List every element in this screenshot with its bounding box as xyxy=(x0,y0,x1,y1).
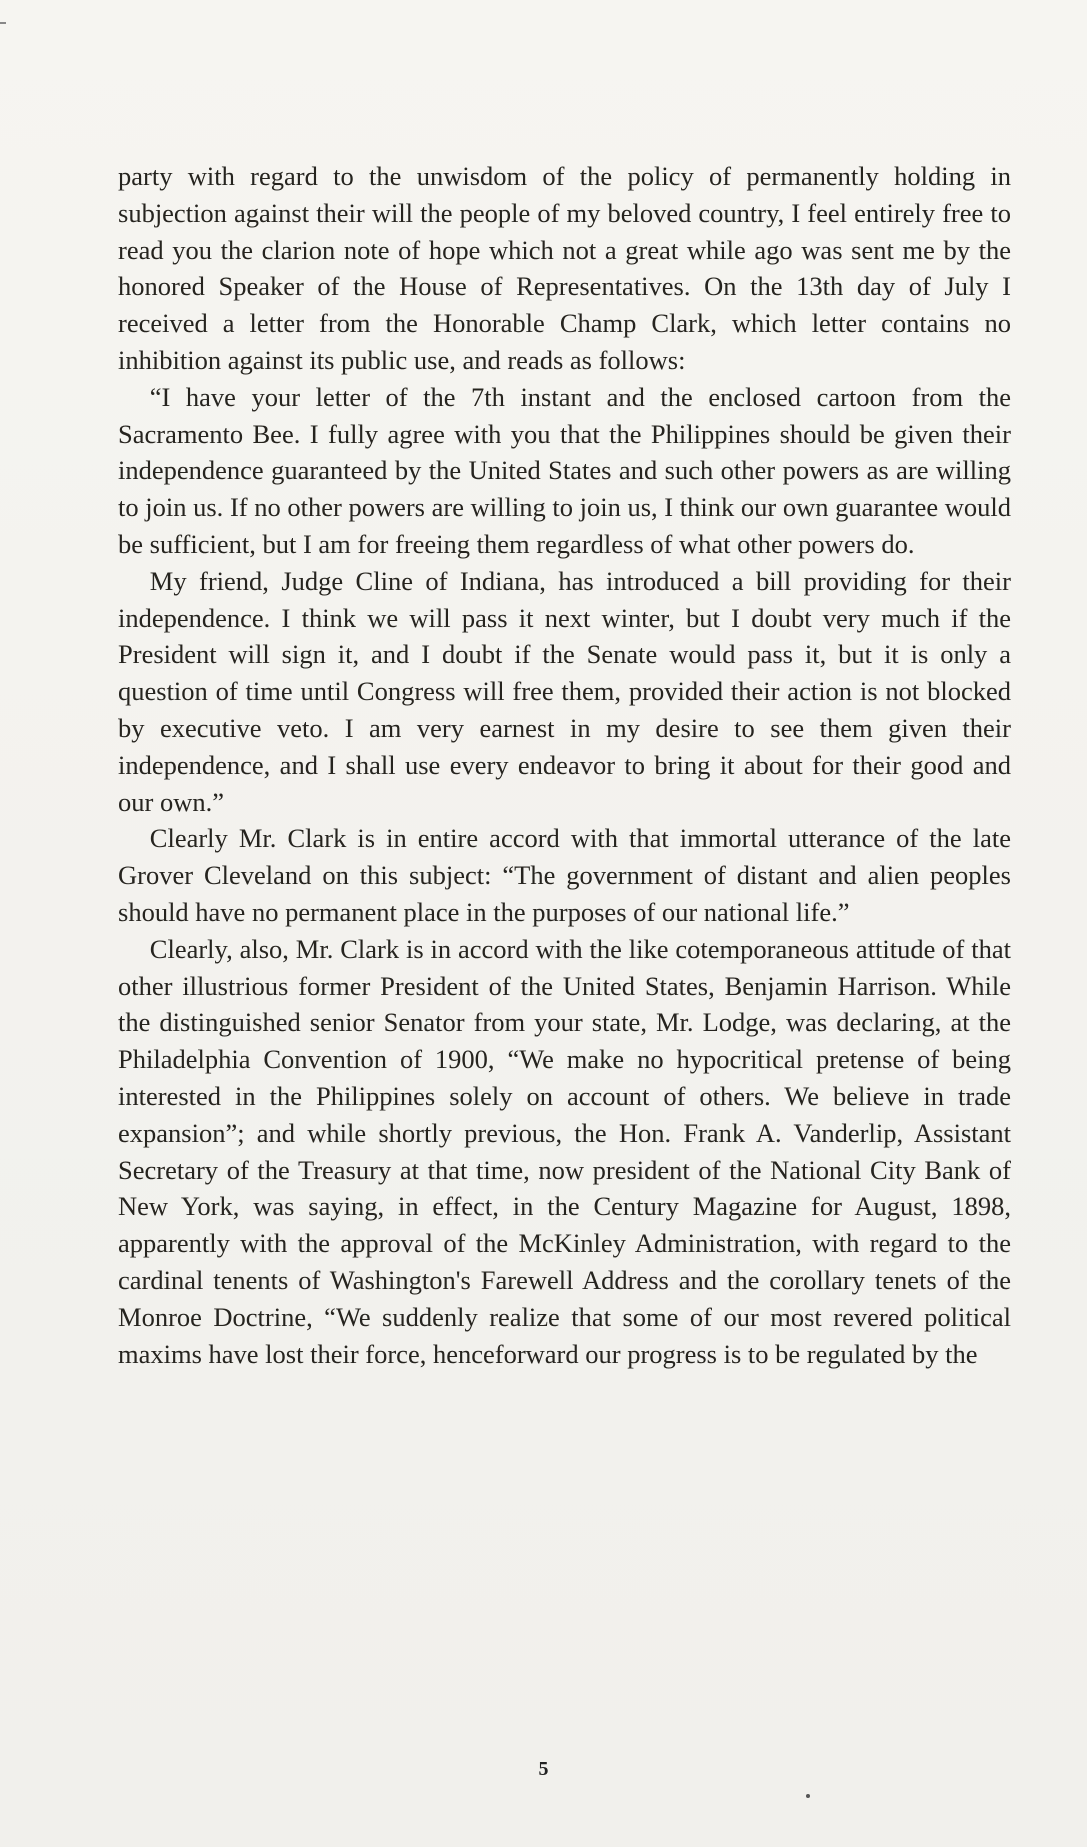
edge-mark xyxy=(0,22,6,24)
page-number: 5 xyxy=(538,1758,549,1780)
paragraph-3: My friend, Judge Cline of Indiana, has introduced a bill providing for their independence. I think we will pass it next winter, but I doubt very much if the President will sign it, and I doubt if the Senate would pass it, but it is only a question of time until Congress will free them, provided their action is not blocked by executive veto. I am very earnest in my desire to see them given their independence, and I shall use every endeavor to bring it about for their good and our own.” xyxy=(118,565,1011,817)
paragraph-4: Clearly Mr. Clark is in entire accord with that immortal utterance of the late Grover Cleveland on this subject: “The government of distant and alien peoples should have no permanent place in the purposes of our national life.” xyxy=(118,823,1011,927)
body-text xyxy=(118,158,1011,1372)
paragraph-5: Clearly, also, Mr. Clark is in accord with the like cotemporaneous attitude of that other illustrious former President of the United States, Benjamin Harrison. While the distinguished senior Senator from your state, Mr. Lodge, was declaring, at the Philadelphia Convention of 1900, “We make no hypocritical pretense of being interested in the Philippines solely on account of others. We believe in trade expansion”; and while shortly previous, the Hon. Frank A. Vanderlip, Assistant Secretary of the Treasury at that time, now president of the National City Bank of New York, was saying, in effect, in the Century Magazine for August, 1898, apparently with the approval of the McKinley Administration, with regard to the cardinal tenents of Washington's Farewell Address and the corollary tenets of the Monroe Doctrine, “We suddenly realize that some of our most revered political maxims have lost their force, henceforward our progress is to be regulated by the xyxy=(118,933,1011,1369)
paragraph-2: “I have your letter of the 7th instant and the enclosed cartoon from the Sacramento Bee. I fully agree with you that the Philippines should be given their independence guaranteed by the United States and such other powers as are willing to join us. If no other powers are willing to join us, I think our own guarantee would be sufficient, but I am for freeing them regardless of what other powers do. xyxy=(118,381,1011,559)
ink-speck xyxy=(806,1794,810,1798)
paragraph-1: party with regard to the unwisdom of the policy of permanently holding in subjection against their will the people of my beloved country, I feel entirely free to read you the clarion note of hope which not a great while ago was sent me by the honored Speaker of the House of Representatives. On the 13th day of July I received a letter from the Honorable Champ Clark, which letter contains no inhibition against its public use, and reads as follows: xyxy=(118,161,1011,375)
